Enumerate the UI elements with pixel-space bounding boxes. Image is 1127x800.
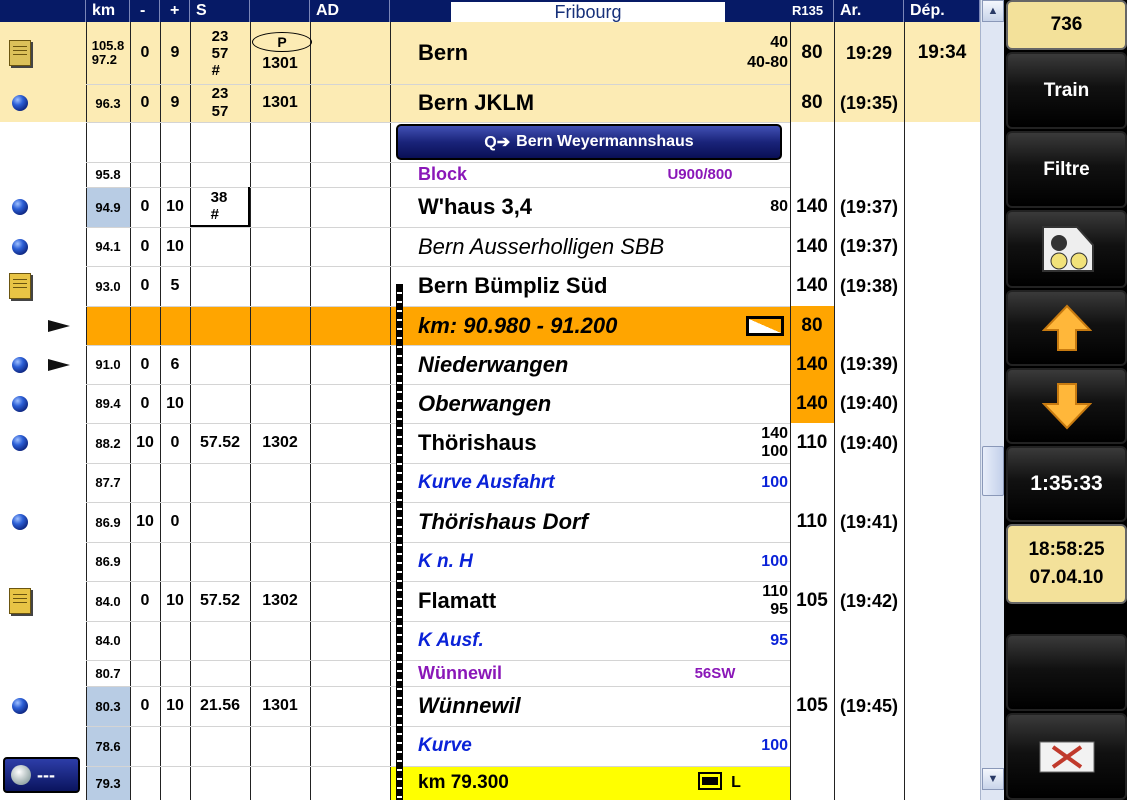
- scrollbar[interactable]: [980, 0, 1004, 800]
- arrival-time: (19:45): [839, 695, 899, 716]
- plus-value: 10: [166, 237, 184, 255]
- table-row[interactable]: [0, 227, 980, 266]
- destination-label: Fribourg: [451, 2, 725, 22]
- station-dot-icon: [0, 423, 40, 463]
- speed-info: 80: [770, 198, 788, 215]
- r135-value: 105: [796, 590, 828, 611]
- table-row[interactable]: [0, 384, 980, 423]
- station-name: Thörishaus: [418, 430, 537, 455]
- r135-value: 110: [796, 511, 828, 532]
- km-value: 91.0: [95, 357, 121, 372]
- plus-value: 6: [170, 355, 180, 373]
- r135-value: 140: [796, 235, 828, 257]
- code-value: 1301: [262, 697, 298, 714]
- scroll-down-icon[interactable]: ▼: [982, 768, 1004, 790]
- header-km: km: [86, 0, 130, 22]
- block-code: U900/800: [667, 166, 733, 183]
- arrow-up-icon: [1042, 304, 1092, 352]
- block-label: Wünnewil: [418, 662, 502, 683]
- minus-value: 0: [140, 277, 150, 294]
- r135-value: 110: [796, 432, 828, 453]
- curve-speed: 95: [770, 631, 788, 649]
- curve-label: Kurve: [418, 735, 472, 756]
- table-row[interactable]: [0, 463, 980, 502]
- minus-value: 0: [140, 44, 150, 61]
- curve-label: K Ausf.: [418, 629, 484, 651]
- header-ad: AD: [310, 0, 390, 22]
- curve-label: K n. H: [418, 550, 473, 572]
- plus-value: 10: [166, 198, 184, 215]
- train-button[interactable]: Train: [1006, 52, 1127, 129]
- table-row[interactable]: [0, 581, 980, 621]
- header-plus: +: [160, 0, 190, 22]
- km-value: 80.3: [95, 698, 121, 714]
- next-station-label: Bern Weyermannshaus: [516, 133, 694, 150]
- column-header: [0, 0, 980, 22]
- minus-value: 10: [136, 513, 154, 530]
- table-row[interactable]: [0, 726, 980, 766]
- minus-value: 10: [136, 434, 154, 451]
- scrollbar-thumb[interactable]: [982, 446, 1004, 496]
- clock-panel: [1006, 524, 1127, 604]
- table-row[interactable]: [0, 266, 980, 306]
- r135-value: 80: [801, 92, 823, 113]
- km-value: 93.0: [95, 278, 121, 294]
- table-row[interactable]: [0, 621, 980, 660]
- km-value: 89.4: [95, 396, 121, 411]
- station-name: W'haus 3,4: [418, 194, 533, 219]
- r135-value: 80: [801, 314, 823, 336]
- km-value: 95.8: [95, 167, 121, 182]
- code-value: 1302: [262, 434, 298, 451]
- minus-value: 0: [140, 355, 150, 373]
- plus-value: 10: [166, 592, 184, 609]
- s-value: 38 #: [190, 187, 250, 227]
- s-value: 23 57: [211, 85, 229, 120]
- header-blank: [0, 0, 86, 22]
- km-value: 84.0: [95, 633, 121, 648]
- slope-icon: [746, 316, 784, 336]
- timer-display: 1:35:33: [1006, 446, 1127, 522]
- arrival-time: (19:39): [839, 354, 899, 374]
- clock-date: 07.04.10: [1029, 567, 1104, 588]
- minus-value: 0: [140, 94, 150, 111]
- header-arrival: Ar.: [834, 0, 904, 22]
- station-name: Bern JKLM: [418, 90, 535, 115]
- table-row[interactable]: [0, 345, 980, 384]
- arrival-time: (19:42): [839, 590, 899, 611]
- table-row[interactable]: [0, 187, 980, 227]
- km-value: 86.9: [95, 554, 121, 569]
- table-row[interactable]: [0, 660, 980, 686]
- speed-info: 140 100: [761, 425, 788, 460]
- header-departure: Dép.: [904, 0, 980, 22]
- arrival-time: (19:37): [839, 196, 899, 217]
- arrival-time: (19:40): [839, 393, 899, 413]
- filter-button[interactable]: Filtre: [1006, 131, 1127, 208]
- s-value: 57.52: [199, 434, 241, 451]
- station-dot-icon: [0, 502, 40, 542]
- code-value: 1301: [262, 55, 298, 72]
- table-row[interactable]: [0, 162, 980, 187]
- km-value: 78.6: [95, 738, 121, 754]
- station-dot-icon: [0, 187, 40, 227]
- flag-icon: [44, 306, 74, 345]
- scroll-up-icon[interactable]: ▲: [982, 0, 1004, 22]
- r135-value: 140: [796, 353, 828, 375]
- signal-label: km 79.300: [418, 772, 509, 793]
- departure-time: 19:34: [917, 42, 967, 63]
- scroll-up-button[interactable]: [1006, 290, 1127, 366]
- station-name: Flamatt: [418, 588, 497, 613]
- zone-label: km: 90.980 - 91.200: [418, 312, 618, 338]
- arrival-time: (19:38): [839, 275, 899, 296]
- station-name: Wünnewil: [418, 693, 521, 718]
- document-icon[interactable]: [0, 581, 40, 621]
- document-icon[interactable]: [0, 266, 40, 306]
- circle-up-icon: [11, 765, 31, 785]
- next-station-button[interactable]: [396, 124, 782, 160]
- signal-view-button[interactable]: [1006, 210, 1127, 288]
- table-row[interactable]: [0, 686, 980, 726]
- scroll-down-button[interactable]: [1006, 368, 1127, 444]
- minus-value: 0: [140, 697, 150, 714]
- s-value: 57.52: [199, 592, 241, 609]
- arrival-time: 19:29: [845, 42, 893, 63]
- s-value: 23 57 #: [211, 27, 229, 79]
- curve-speed: 100: [761, 552, 788, 570]
- signal-icon: [1037, 223, 1097, 275]
- plus-value: 10: [166, 697, 184, 714]
- scroll-top-button[interactable]: [3, 757, 80, 793]
- station-dot-icon: [0, 384, 40, 423]
- table-row[interactable]: [0, 306, 980, 345]
- table-row[interactable]: [0, 542, 980, 581]
- plus-value: 9: [170, 94, 180, 111]
- plus-value: 0: [170, 434, 180, 451]
- p-code-oval: P: [252, 32, 312, 52]
- plus-value: 9: [170, 44, 180, 61]
- station-dot-icon: [0, 686, 40, 726]
- close-button[interactable]: [1006, 713, 1127, 800]
- r135-value: 140: [796, 392, 828, 414]
- header-r135: R135: [790, 0, 834, 22]
- s-value: 21.56: [199, 697, 241, 714]
- table-row[interactable]: [0, 22, 980, 84]
- km-value: 88.2: [95, 435, 121, 451]
- document-icon[interactable]: [0, 22, 40, 84]
- r135-value: 140: [796, 196, 828, 217]
- signal-letter: L: [731, 774, 741, 791]
- station-name: Bern: [418, 40, 469, 65]
- km-value: 86.9: [95, 514, 121, 530]
- curve-speed: 100: [761, 473, 788, 491]
- minus-value: 0: [140, 592, 150, 609]
- km-value: 94.9: [95, 199, 121, 215]
- station-dot-icon: [0, 345, 40, 384]
- arrow-down-icon: [1042, 382, 1092, 430]
- signal-box-icon: [698, 772, 722, 790]
- close-icon: [1039, 741, 1095, 773]
- table-row[interactable]: [0, 84, 980, 122]
- station-dot-icon: [0, 227, 40, 266]
- block-code: 56SW: [694, 664, 736, 682]
- km-value: 80.7: [95, 665, 121, 681]
- km-value: 105.8 97.2: [91, 38, 125, 67]
- scroll-top-label: ---: [37, 764, 55, 785]
- km-value: 94.1: [95, 239, 121, 254]
- arrival-time: (19:35): [839, 92, 899, 113]
- plus-value: 5: [170, 277, 180, 294]
- km-value: 79.3: [95, 775, 121, 791]
- flag-icon: [44, 345, 74, 384]
- arrival-time: (19:37): [839, 236, 899, 256]
- block-label: Block: [418, 164, 468, 184]
- minus-value: 0: [140, 237, 150, 255]
- clock-time: 18:58:25: [1028, 539, 1105, 560]
- header-blank-2: [250, 0, 310, 22]
- station-name: Bern Ausserholligen SBB: [418, 233, 665, 259]
- station-name: Thörishaus Dorf: [418, 509, 588, 534]
- arrival-time: (19:41): [839, 511, 899, 532]
- r135-value: 80: [801, 42, 823, 63]
- r135-value: 105: [796, 695, 828, 716]
- minus-value: 0: [140, 394, 150, 412]
- table-row[interactable]: [0, 423, 980, 463]
- plus-value: 0: [170, 513, 180, 530]
- curve-label: Kurve Ausfahrt: [418, 471, 555, 493]
- header-s: S: [190, 0, 250, 22]
- km-value: 84.0: [95, 593, 121, 609]
- speed-info: 40 40-80: [747, 34, 788, 71]
- plus-value: 10: [166, 394, 184, 412]
- minus-value: 0: [140, 198, 150, 215]
- night-mode-button[interactable]: [1006, 634, 1127, 711]
- station-name: Niederwangen: [418, 351, 569, 377]
- speed-info: 110 95: [762, 583, 788, 618]
- table-row[interactable]: [0, 766, 980, 800]
- curve-speed: 100: [761, 737, 788, 754]
- station-name: Bern Bümpliz Süd: [418, 273, 608, 298]
- train-number-display: 736: [1006, 0, 1127, 50]
- header-minus: -: [130, 0, 160, 22]
- station-dot-icon: [0, 84, 40, 122]
- code-value: 1302: [262, 592, 298, 609]
- station-name: Oberwangen: [418, 390, 552, 416]
- table-row[interactable]: [0, 502, 980, 542]
- moon-icon: [1047, 651, 1087, 695]
- km-value: 87.7: [95, 475, 121, 490]
- arrival-time: (19:40): [839, 432, 899, 453]
- km-value: 96.3: [95, 95, 121, 111]
- code-value: 1301: [262, 94, 298, 111]
- r135-value: 140: [796, 275, 828, 296]
- search-arrow-icon: Q➔: [484, 134, 511, 151]
